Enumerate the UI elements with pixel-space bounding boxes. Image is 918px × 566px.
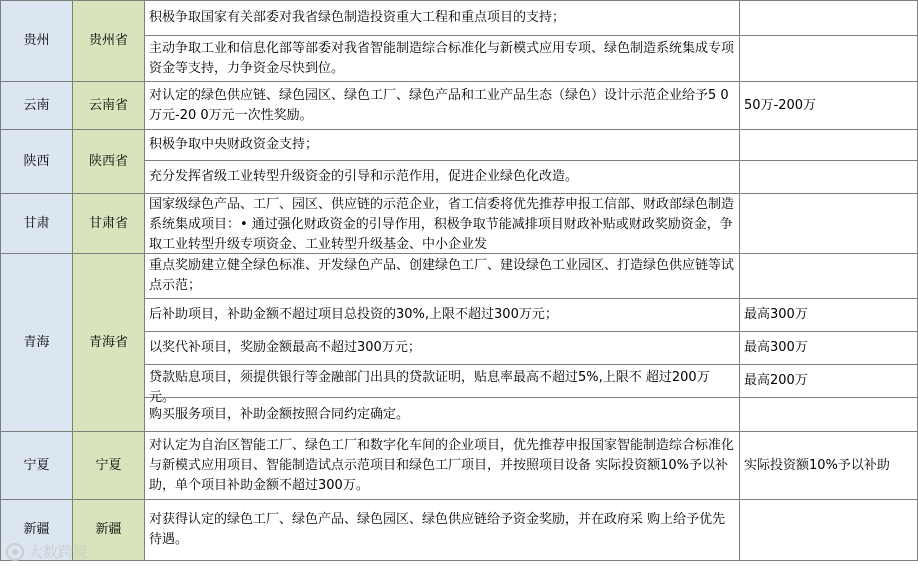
amount-cell [740,194,918,254]
amount-cell: 最高300万 [740,332,918,365]
watermark [6,541,88,562]
amount-cell [740,36,918,82]
table-row [1,432,918,500]
amount-cell [740,161,918,194]
table-row [1,130,918,161]
policy-cell: 对认定为自治区智能工厂、绿色工厂和数字化车间的企业项目，优先推荐申报国家智能制造综合标准化与新模式应用项目、智能制造试点示范项目和绿色工厂项目，并按照项目设备 实际投资额10%予以补助，单个项目补助金额不超过300万。 [145,432,740,500]
policy-cell: 对获得认定的绿色工厂、绿色产品、绿色园区、绿色供应链给予资金奖励，并在政府采 购上给予优先待遇。 [145,500,740,561]
policy-cell: 以奖代补项目，奖励金额最高不超过300万元； [145,332,740,365]
policy-cell: 积极争取中央财政资金支持； [145,130,740,161]
region-cell: 甘肃 [1,194,73,254]
table-row [1,254,918,299]
policy-cell: 后补助项目，补助金额不超过项目总投资的30%,上限不超过300万元； [145,299,740,332]
region-cell: 贵州 [1,1,73,82]
province-cell: 甘肃省 [73,194,145,254]
province-cell: 陕西省 [73,130,145,194]
table-row [1,1,918,36]
province-cell: 宁夏 [73,432,145,500]
policy-cell: 对认定的绿色供应链、绿色园区、绿色工厂、绿色产品和工业产品生态（绿色）设计示范企业给予5 0万元-20 0万元一次性奖励。 [145,82,740,130]
policy-cell: 积极争取国家有关部委对我省绿色制造投资重大工程和重点项目的支持； [145,1,740,36]
province-cell: 新疆 [73,500,145,561]
region-cell: 青海 [1,254,73,432]
table-row [1,500,918,561]
policy-cell: 重点奖励建立健全绿色标准、开发绿色产品、创建绿色工厂、建设绿色工业园区、打造绿色供应链等试点示范； [145,254,740,299]
region-cell: 云南 [1,82,73,130]
province-cell: 云南省 [73,82,145,130]
region-cell: 陕西 [1,130,73,194]
amount-cell [740,130,918,161]
amount-cell [740,500,918,561]
policy-cell: 国家级绿色产品、工厂、园区、供应链的示范企业，省工信委将优先推荐申报工信部、财政部绿色制造系统集成项目：• 通过强化财政资金的引导作用，积极争取节能减排项目财政补贴或财政奖励资金，争取工业转型升级专项资金、工业转型升级基金、中小企业发 [145,194,740,254]
amount-cell [740,254,918,299]
amount-cell: 50万-200万 [740,82,918,130]
table-row [1,194,918,254]
watermark-logo-icon [6,543,24,561]
region-cell: 新疆 [1,500,73,561]
policy-cell: 主动争取工业和信息化部等部委对我省智能制造综合标准化与新模式应用专项、绿色制造系统集成专项资金等支持，力争资金尽快到位。 [145,36,740,82]
province-cell: 青海省 [73,254,145,432]
policy-cell: 贷款贴息项目，须提供银行等金融部门出具的贷款证明，贴息率最高不超过5%,上限不 超过200万元。 [145,365,740,398]
region-cell: 宁夏 [1,432,73,500]
amount-cell: 最高300万 [740,299,918,332]
table-row [1,82,918,130]
amount-cell [740,398,918,432]
amount-cell: 最高200万 [740,365,918,398]
watermark-text: 大数跨境 [28,543,89,561]
province-cell: 贵州省 [73,1,145,82]
amount-cell [740,1,918,36]
amount-cell: 实际投资额10%予以补助 [740,432,918,500]
policy-cell: 购买服务项目，补助金额按照合同约定确定。 [145,398,740,432]
policy-cell: 充分发挥省级工业转型升级资金的引导和示范作用，促进企业绿色化改造。 [145,161,740,194]
